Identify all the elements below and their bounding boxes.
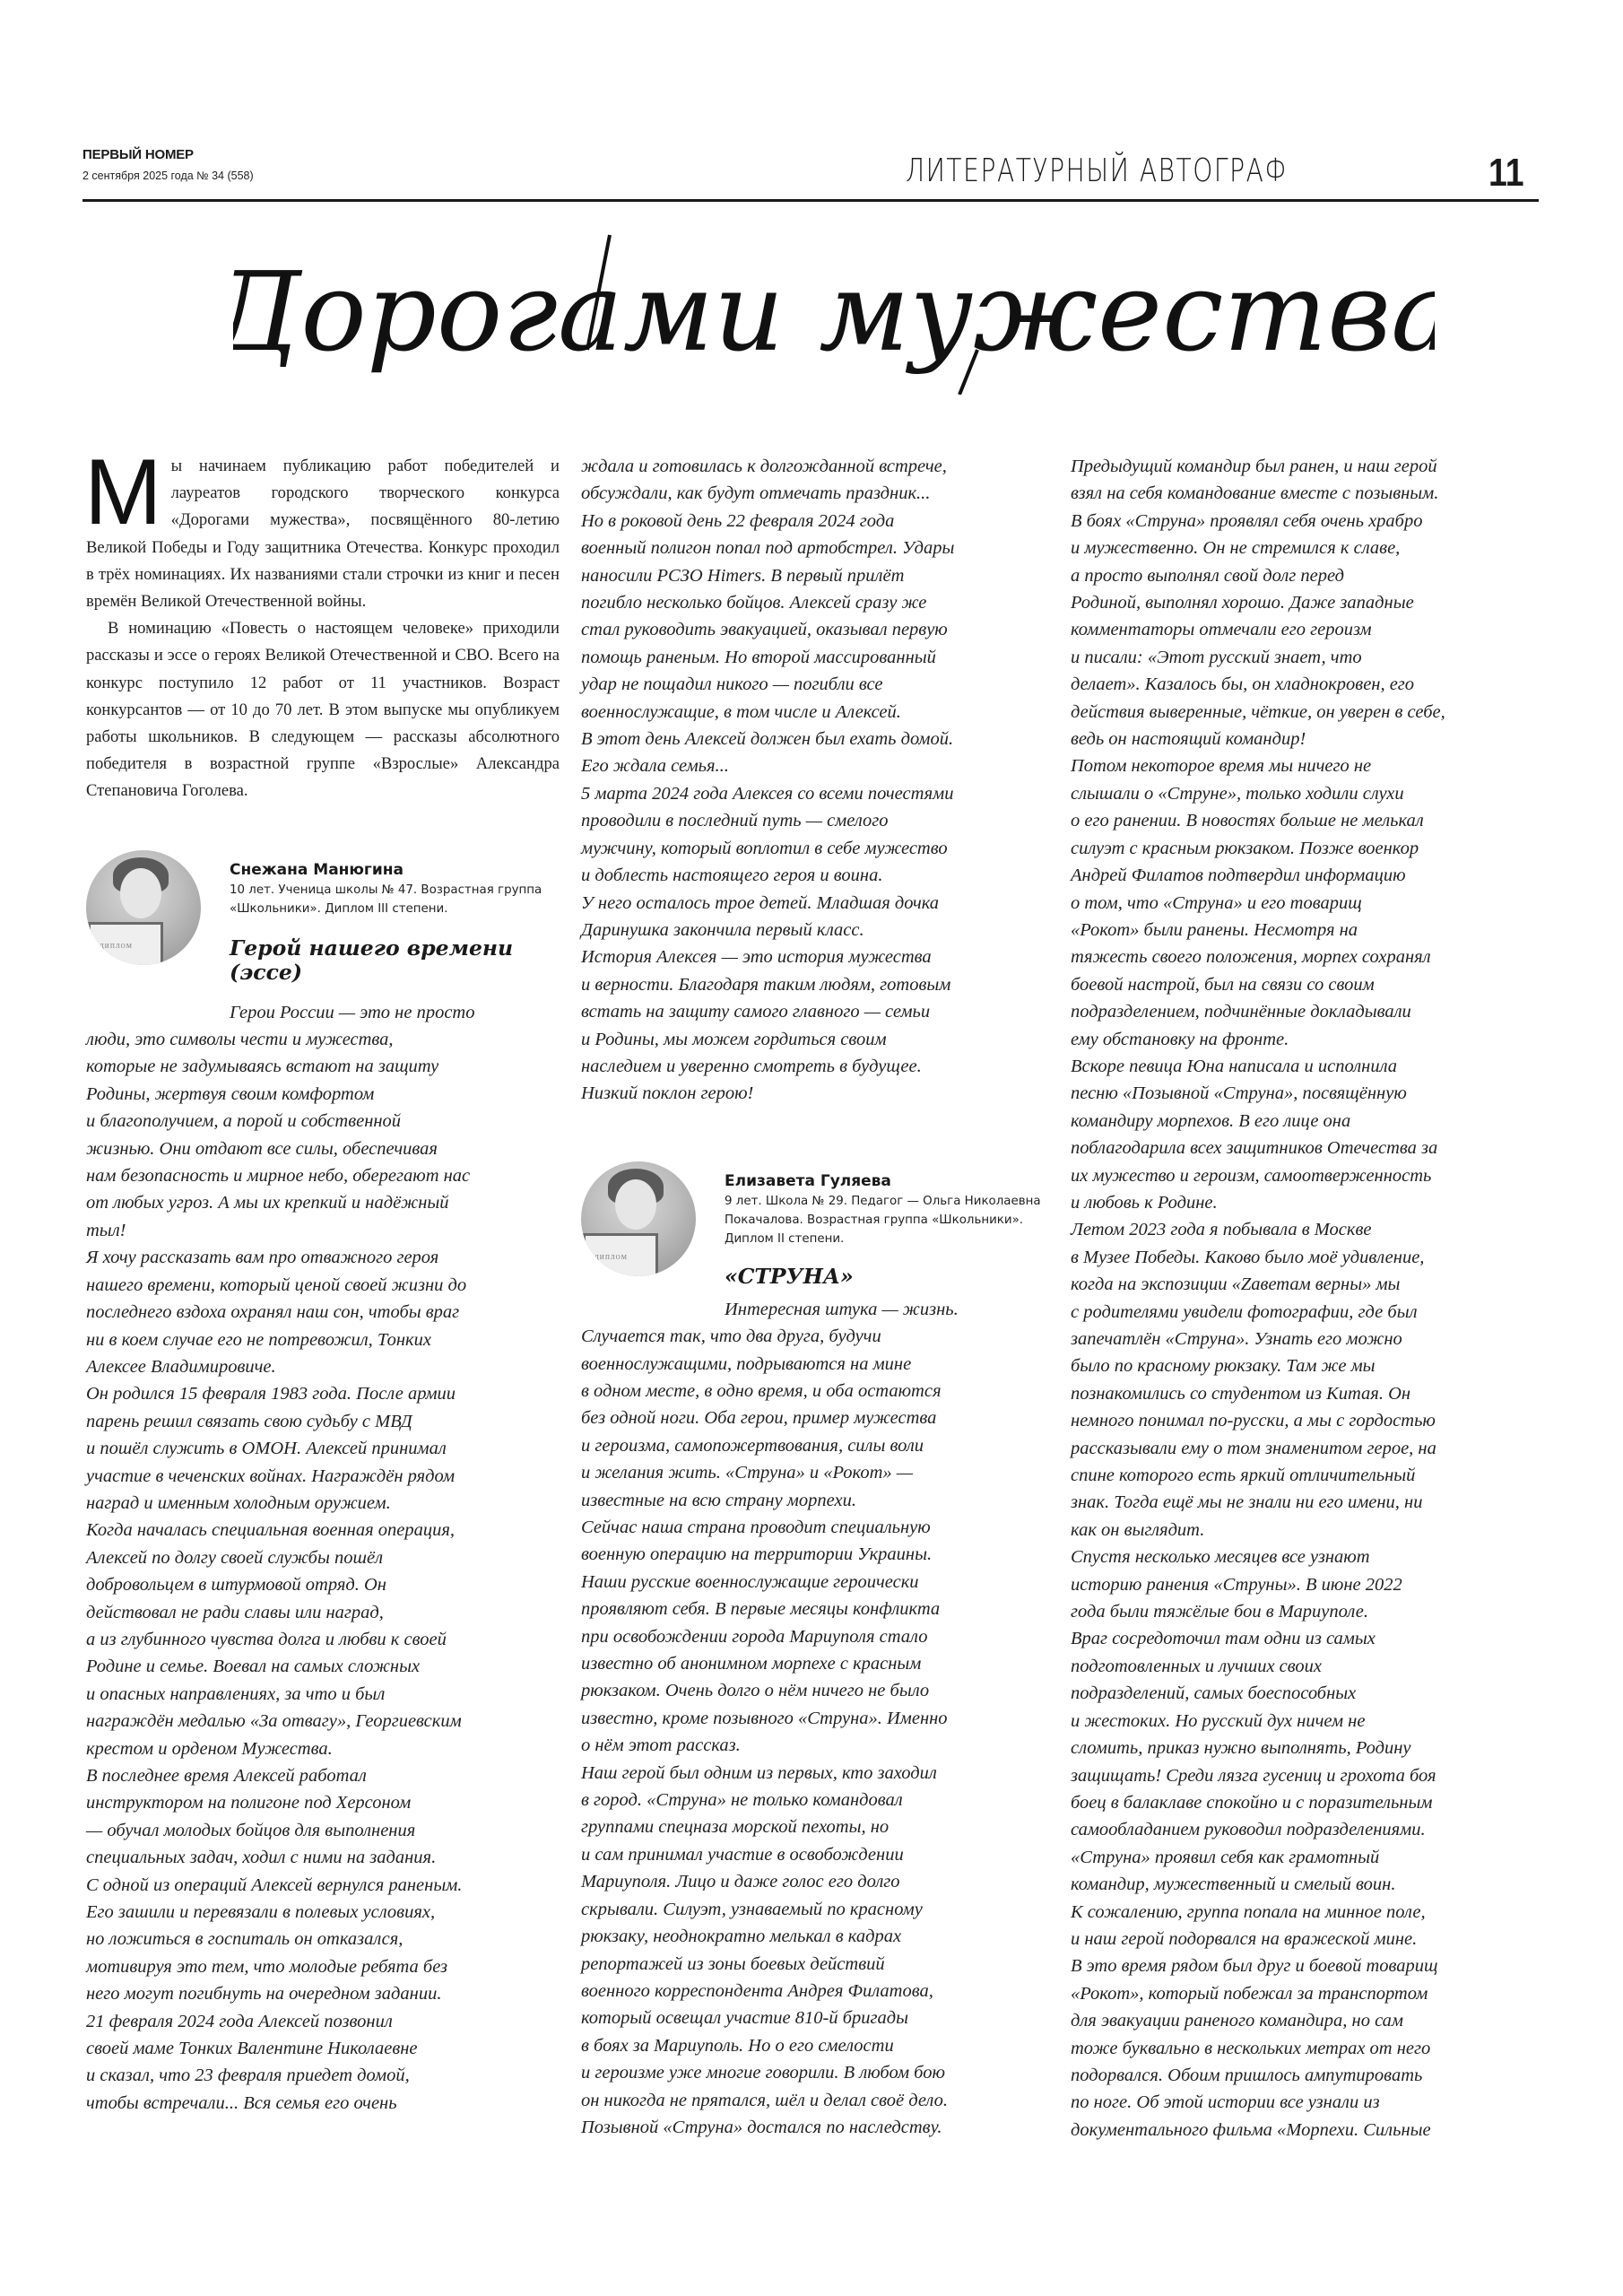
text-line: когда на экспозиции «Zаветам верны» мы [1071,1274,1401,1295]
text-line: и пошёл служить в ОМОН. Алексей принимал [86,1439,447,1459]
text-line: песню «Позывной «Струна», посвящённую [1071,1083,1407,1104]
text-line: Наши русские военнослужащие героически [581,1571,919,1592]
text-line: наград и именным холодным оружием. [86,1492,391,1513]
text-line: проявляют себя. В первые месяцы конфликта [581,1599,941,1620]
text-line: командир, мужественный и смелый воин. [1071,1874,1396,1895]
text-line: военный полигон попал под артобстрел. Удары [581,538,955,559]
text-line: Алексей по долгу своей службы пошёл [86,1547,384,1568]
text-line: историю ранения «Струны». В июне 2022 [1071,1574,1402,1595]
text-line: и любовь к Родине. [1071,1192,1218,1213]
text-line: В этот день Алексей должен был ехать домой. [581,729,954,750]
text-line: проводили в последний путь — смелого [581,811,889,831]
text-line: тыл! [86,1220,126,1240]
text-line: спине которого есть яркий отличительный [1071,1465,1416,1486]
text-line: защищать! Среди лязга гусениц и грохота боя [1071,1765,1436,1786]
column-1 [84,440,560,2117]
text-line: и благополучием, а порой и собственной [86,1111,402,1132]
masthead [82,147,254,182]
author-block-1 [86,850,560,1003]
text-line: боец в балаклаве спокойно и с поразительным [1071,1792,1433,1813]
text-line: документального фильма «Морпехи. Сильные [1071,2119,1431,2140]
text-line: в Музее Победы. Каково было моё удивление, [1071,1247,1425,1267]
text-line: погибло несколько бойцов. Алексей сразу же [581,593,927,613]
text-line: военнослужащие, в том числе и Алексей. [581,701,901,722]
text-line: К сожалению, группа попала на минное поле, [1071,1901,1426,1922]
author-info-2: 9 лет. Школа № 29. Педагог — Ольга Николаевна Покачалова. Возрастная группа «Школьники». Диплом II степени. [725,1194,1041,1246]
story2-text-col3 [1071,453,1546,2144]
text-line: 21 февраля 2024 года Алексей позвонил [86,2011,393,2031]
text-line: инструктором на полигоне под Херсоном [86,1793,412,1813]
text-line: запечатлён «Струна». Узнать его можно [1071,1329,1402,1349]
text-line: подорвался. Обоим пришлось ампутировать [1071,2065,1423,2085]
text-line: действия выверенные, чёткие, он уверен в себе, [1071,701,1445,722]
text-line: ждала и готовилась к долгожданной встрече, [581,457,947,476]
text-line: который освещал участие 810-й бригады [581,2008,909,2029]
text-line: и сам принимал участие в освобождении [581,1844,904,1865]
text-line: тяжесть своего положения, морпех сохранял [1071,947,1431,968]
column-2 [581,453,1055,2141]
text-line: «Струна» проявил себя как грамотный [1071,1847,1380,1867]
text-line: Позывной «Струна» достался по наследству. [581,2117,942,2137]
text-line: делает». Казалось бы, он хладнокровен, его [1071,674,1415,695]
text-line: для эвакуации раненого командира, но сам [1071,2011,1403,2031]
text-line: крестом и орденом Мужества. [86,1738,333,1759]
text-line: 5 марта 2024 года Алексея со всеми почестями [581,783,954,804]
text-line: жизнью. Они отдают все силы, обеспечивая [86,1138,438,1159]
publication-name: ПЕРВЫЙ НОМЕР [82,147,194,162]
text-line: удар не пощадил никого — погибли все [581,674,883,695]
text-line: тоже буквально в нескольких метрах от него [1071,2038,1431,2058]
text-line: их мужество и героизм, самоотверженность [1071,1165,1432,1186]
photo-face [615,1179,656,1230]
header-divider [82,199,1539,202]
text-line: В это время рядом был друг и боевой товарищ [1071,1956,1438,1977]
text-line: Предыдущий командир был ранен, и наш герой [1071,457,1437,476]
text-line: в одном месте, в одно время, и оба остаются [581,1380,942,1401]
author-name-1: Снежана Манюгина [230,860,404,879]
text-line: Мариуполя. Лицо и даже голос его долго [581,1872,900,1892]
story1-text-col1 [86,999,560,2118]
text-line: парень решил связать свою судьбу с МВД [86,1411,412,1431]
text-line: подготовленных и лучших своих [1071,1656,1322,1676]
text-line: но ложиться в госпиталь он отказался, [86,1929,404,1950]
author-photo-1 [86,850,201,965]
section-title: ЛИТЕРАТУРНЫЙ АВТОГРАФ [906,152,1289,189]
text-line: В боях «Струна» проявлял себя очень храбро [1071,510,1423,531]
text-line: о его ранении. В новостях больше не мелькал [1071,811,1424,831]
text-line: Андрей Филатов подтвердил информацию [1071,865,1406,886]
text-line: и верности. Благодаря таким людям, готовым [581,974,951,995]
text-line: и героизма, самопожертвования, силы воли [581,1435,924,1456]
author-photo-2 [581,1161,696,1276]
text-line: и героизме уже многие говорили. В любом бою [581,2063,945,2083]
text-line: нашего времени, который ценой своей жизни до [86,1274,467,1295]
text-line: специальных задач, ходил с ними на задания. [86,1848,437,1868]
text-line: при освобождении города Мариуполя стало [581,1626,928,1647]
photo-face [120,868,161,918]
text-line: награждён медалью «За отвагу», Георгиевским [86,1711,462,1732]
text-line: репортажей из зоны боевых действий [581,1953,885,1974]
text-line: как он выглядит. [1071,1519,1205,1540]
text-line: военного корреспондента Андрея Филатова, [581,1980,933,2001]
story2-text-col2 [581,1296,1055,2142]
text-line: и писали: «Этот русский знает, что [1071,647,1362,667]
text-line: скрывали. Силуэт, узнаваемый по красному [581,1899,923,1919]
author-block-2 [581,1161,1055,1296]
text-line: и сказал, что 23 февраля приедет домой, [86,2066,410,2086]
text-line: — обучал молодых бойцов для выполнения [86,1820,416,1840]
text-line: люди, это символы чести и мужества, [86,1030,394,1050]
text-line: наследием и уверенно смотреть в будущее. [581,1056,922,1076]
intro-text [84,440,560,805]
intro-paragraph-1-text: ы начинаем публикацию работ победителей и лауреатов городского творческого конкурса «Дорогами мужества», посвящённого 80-летию Великой Победы и Году защитника Отечества. Конкурс проходил в трёх номинациях. Их названиями стали строчки из книг и песен времён Великой Отечественной войны. [86,457,560,612]
diploma-caption: ДИПЛОМ [595,1253,628,1261]
text-line: и доблесть настоящего героя и воина. [581,865,883,886]
text-line: военнослужащими, подрываются на мине [581,1353,912,1374]
text-line: наносили РСЗО Himers. В первый прилёт [581,565,905,586]
text-line: помощь раненым. Но второй массированный [581,647,936,667]
text-line: командиру морпехов. В его лице она [1071,1110,1351,1131]
text-line: Интересная штука — жизнь. [725,1299,959,1319]
story-title-1: Герой нашего времени (эссе) [230,935,514,985]
text-line: подразделений, самых боеспособных [1071,1683,1357,1704]
text-line: немного понимал по-русски, а мы с гордостью [1071,1411,1436,1431]
text-line: последнего вздоха охранял наш сон, чтобы враг [86,1302,460,1323]
text-line: известно, кроме позывного «Струна». Именно [581,1708,948,1728]
text-line: мотивируя это тем, что молодые ребята без [86,1956,448,1977]
headline-text: Дорогами мужества [233,248,1435,376]
text-line: ему обстановку на фронте. [1071,1029,1289,1049]
text-line: и опасных направлениях, за что и был [86,1683,386,1704]
story1-text-col2 [581,453,1055,1108]
headline-calligraphy [233,215,1435,395]
text-line: ни в коем случае его не потревожил, Тонких [86,1329,431,1350]
text-line: и мужественно. Он не стремился к славе, [1071,538,1401,559]
text-line: «Рокот» были ранены. Несмотря на [1071,919,1358,940]
text-line: и наш герой подорвался на вражеской мине. [1071,1928,1418,1949]
text-line: военную операцию на территории Украины. [581,1544,933,1565]
text-line: познакомились со студентом из Китая. Он [1071,1383,1411,1404]
story-title-2: «СТРУНА» [725,1263,854,1289]
text-line: он никогда не прятался, шёл и делал своё дело. [581,2090,948,2110]
text-line: рюкзаку, неоднократно мелькал в кадрах [581,1926,902,1947]
text-line: С одной из операций Алексей вернулся раненым. [86,1874,463,1895]
text-line: без одной ноги. Оба герои, пример мужества [581,1408,937,1429]
text-line: и жестоких. Но русский дух ничем не [1071,1710,1366,1731]
text-line: известные на всю страну морпехи. [581,1490,856,1510]
text-line: Потом некоторое время мы ничего не [1071,756,1372,777]
text-line: Он родился 15 февраля 1983 года. После армии [86,1384,456,1405]
text-line: поблагодарила всех защитников Отечества за [1071,1138,1438,1159]
text-line: У него осталось трое детей. Младшая дочка [581,892,940,913]
text-line: по ноге. Об этой истории все узнали из [1071,2092,1380,2113]
text-line: Враг сосредоточил там одни из самых [1071,1629,1376,1649]
text-line: Летом 2023 года я побывала в Москве [1071,1220,1372,1240]
photo-diploma [88,922,163,965]
text-line: стал руководить эвакуацией, оказывал первую [581,620,948,640]
column-3 [1071,453,1546,2144]
text-line: было по красному рюкзаку. Там же мы [1071,1356,1376,1377]
text-line: и желания жить. «Струна» и «Рокот» — [581,1463,913,1483]
text-line: боевой настрой, был на связи со своим [1071,974,1375,995]
text-line: Когда началась специальная военная операция, [86,1520,456,1541]
text-line: Низкий поклон герою! [581,1083,754,1104]
text-line: от любых угроз. А мы их крепкий и надёжный [86,1193,449,1213]
text-line: Его зашили и перевязали в полевых условиях, [86,1902,436,1923]
text-line: самообладанием руководил подразделениями. [1071,1820,1426,1840]
text-line: участие в чеченских войнах. Награждён рядом [86,1465,456,1486]
text-line: Даринушка закончила первый класс. [581,919,864,940]
text-line: о том, что «Струна» и его товарищ [1071,892,1362,913]
text-line: в город. «Струна» не только командовал [581,1790,903,1811]
text-line: «Рокот», который побежал за транспортом [1071,1983,1428,2004]
text-line: встать на защиту самого главного — семьи [581,1002,931,1022]
text-line: Герои России — это не просто [230,1002,475,1022]
text-line: Сейчас наша страна проводит специальную [581,1518,931,1537]
text-line: него могут погибнуть на очередном задании. [86,1984,442,2005]
intro-paragraph-2: В номинацию «Повесть о настоящем человеке» приходили рассказы и эссе о героях Великой Отечественной и СВО. Всего на конкурс поступило 12 работ от 11 участников. Возраст конкурсантов — от 10 до 70 лет. В этом выпуске мы опубликуем работы школьников. В следующем — рассказы абсолютного победителя в возрастной группе «Взрослые» Александра Степановича Гоголева. [86,619,560,801]
text-line: Родине и семье. Воевал на самых сложных [86,1657,421,1677]
text-line: и Родины, мы можем гордиться своим [581,1029,887,1049]
text-line: рассказывали ему о том знаменитом герое, на [1071,1438,1436,1458]
headline-script [233,215,1435,395]
text-line: слышали о «Струне», только ходили слухи [1071,783,1404,804]
text-line: а просто выполнял свой долг перед [1071,565,1344,586]
text-line: комментаторы отмечали его героизм [1071,620,1372,640]
text-line: нам безопасность и мирное небо, оберегают нас [86,1166,471,1187]
text-line: Родиной, выполнял хорошо. Даже западные [1071,593,1414,613]
photo-diploma [583,1233,658,1276]
text-line: о нём этот рассказ. [581,1735,741,1756]
page-number: 11 [1488,151,1524,195]
author-info-1: 10 лет. Ученица школы № 47. Возрастная группа «Школьники». Диплом III степени. [230,883,542,916]
diploma-caption: ДИПЛОМ [100,942,133,950]
text-line: добровольцем в штурмовой отряд. Он [86,1575,386,1596]
text-line: года были тяжёлые бои в Мариуполе. [1071,1602,1369,1622]
text-line: взял на себя командование вместе с позывным. [1071,483,1439,504]
text-line: знак. Тогда ещё мы не знали ни его имени, ни [1071,1492,1423,1513]
text-line: подразделением, подчинённые докладывали [1071,1002,1411,1022]
drop-cap: М [84,440,162,544]
intro-paragraph-1 [84,440,560,615]
text-line: сломить, приказ нужно выполнять, Родину [1071,1738,1411,1759]
text-line: известно об анонимном морпехе с красным [581,1654,922,1674]
text-line: в боях за Мариуполь. Но о его смелости [581,2035,894,2056]
text-line: мужчину, который воплотил в себе мужество [581,838,948,858]
text-line: действовал не ради славы или наград, [86,1602,384,1622]
text-line: ведь он настоящий командир! [1071,729,1306,750]
text-line: Но в роковой день 22 февраля 2024 года [581,510,895,531]
text-line: Наш герой был одним из первых, кто заходил [581,1762,937,1783]
text-line: своей маме Тонких Валентине Николаевне [86,2039,418,2059]
text-line: Алексее Владимировиче. [86,1356,276,1377]
text-line: Спустя несколько месяцев все узнают [1071,1547,1370,1568]
text-line: которые не задумываясь встают на защиту [86,1057,439,1077]
text-line: с родителями увидели фотографии, где был [1071,1301,1418,1322]
text-line: Случается так, что два друга, будучи [581,1326,881,1347]
text-line: В последнее время Алексей работал [86,1766,367,1787]
text-line: силуэт с красным рюкзаком. Позже военкор [1071,838,1419,858]
issue-date: 2 сентября 2025 года № 34 (558) [82,170,254,182]
text-line: Родины, жертвуя своим комфортом [86,1083,375,1104]
text-line: Вскоре певица Юна написала и исполнила [1071,1056,1398,1076]
text-line: История Алексея — это история мужества [581,947,932,968]
text-line: а из глубинного чувства долга и любви к своей [86,1629,447,1649]
text-line: обсуждали, как будут отмечать праздник... [581,483,931,504]
text-line: Его ждала семья... [581,756,729,777]
text-line: Я хочу рассказать вам про отважного героя [86,1248,439,1268]
text-line: группами спецназа морской пехоты, но [581,1817,890,1838]
text-line: рюкзаком. Очень долго о нём ничего не было [581,1681,930,1701]
author-name-2: Елизавета Гуляева [725,1171,891,1190]
text-line: чтобы встречали... Вся семья его очень [86,2092,397,2113]
